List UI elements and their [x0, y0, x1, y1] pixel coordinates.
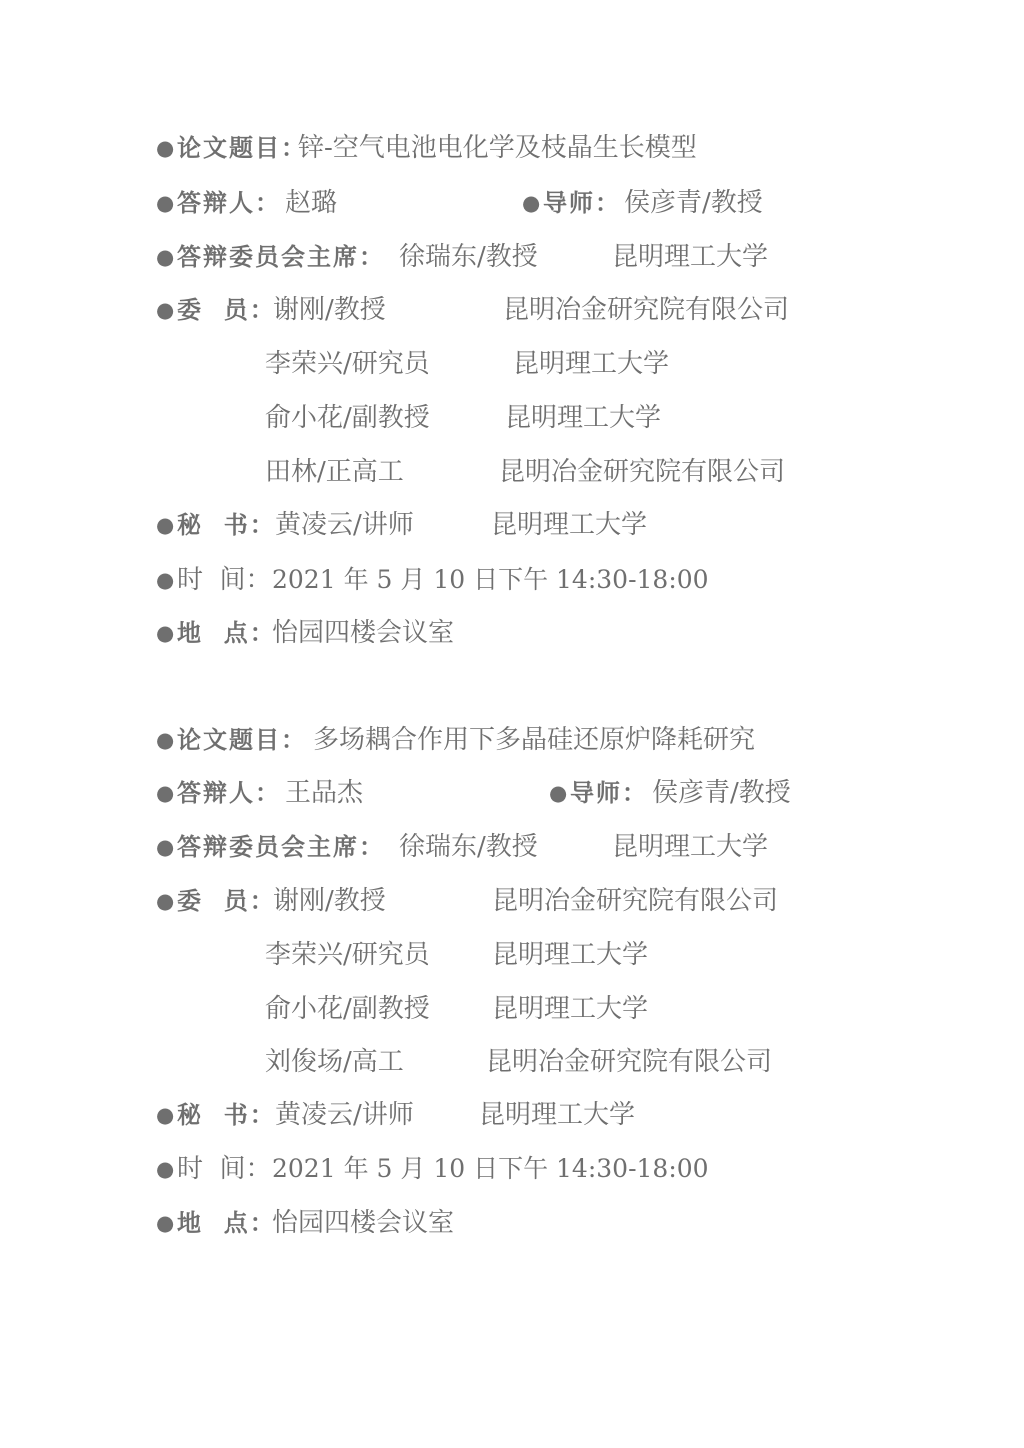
bullet-icon: ● [522, 191, 541, 215]
advisor-name: 侯彦青/教授 [624, 188, 763, 218]
thesis-title: 锌-空气电池电化学及枝晶生长模型 [298, 133, 697, 163]
secretary-name: 黄凌云/讲师 [275, 1100, 414, 1130]
member-name: 谢刚/教授 [273, 886, 386, 916]
bullet-icon: ● [156, 781, 175, 805]
member-org: 昆明理工大学 [492, 940, 649, 970]
label-time: 时 间： [177, 565, 272, 595]
bullet-icon: ● [156, 298, 175, 322]
member-org: 昆明冶金研究院有限公司 [503, 295, 790, 325]
label-members: 委 员： [177, 295, 276, 324]
member-org: 昆明理工大学 [505, 403, 662, 433]
bullet-icon: ● [156, 621, 175, 645]
member-name: 俞小花/副教授 [265, 403, 430, 433]
bullet-icon: ● [156, 568, 175, 592]
label-place: 地 点： [177, 1208, 276, 1237]
bullet-icon: ● [156, 245, 175, 269]
label-place: 地 点： [177, 618, 276, 647]
defense-time: 2021 年 5 月 10 日下午 14:30-18:00 [272, 1154, 709, 1183]
label-chair: 答辩委员会主席： [177, 242, 385, 271]
member-name: 俞小花/副教授 [265, 994, 430, 1024]
defense-place: 怡园四楼会议室 [272, 1208, 455, 1238]
label-advisor: 导师： [543, 188, 621, 217]
defense-time: 2021 年 5 月 10 日下午 14:30-18:00 [272, 565, 709, 594]
bullet-icon: ● [156, 191, 175, 215]
defense-place: 怡园四楼会议室 [272, 618, 455, 648]
bullet-icon: ● [549, 781, 568, 805]
member-org: 昆明理工大学 [492, 994, 649, 1024]
bullet-icon: ● [156, 136, 175, 160]
chair-name: 徐瑞东/教授 [399, 242, 538, 272]
member-org: 昆明冶金研究院有限公司 [486, 1047, 773, 1077]
chair-org: 昆明理工大学 [612, 242, 769, 272]
secretary-org: 昆明理工大学 [479, 1100, 636, 1130]
bullet-icon: ● [156, 889, 175, 913]
thesis-title: 多场耦合作用下多晶硅还原炉降耗研究 [313, 725, 756, 755]
secretary-org: 昆明理工大学 [491, 510, 648, 540]
label-defender: 答辩人： [177, 778, 281, 807]
defender-name: 王品杰 [285, 778, 364, 808]
member-org: 昆明理工大学 [513, 349, 670, 379]
label-secretary: 秘 书： [177, 510, 276, 539]
label-secretary: 秘 书： [177, 1100, 276, 1129]
bullet-icon: ● [156, 835, 175, 859]
bullet-icon: ● [156, 513, 175, 537]
label-thesis-title: 论文题目： [177, 133, 307, 162]
member-name: 李荣兴/研究员 [265, 349, 430, 379]
label-chair: 答辩委员会主席： [177, 832, 385, 861]
label-time: 时 间： [177, 1154, 272, 1184]
member-name: 谢刚/教授 [273, 295, 386, 325]
label-thesis-title: 论文题目： [177, 725, 307, 754]
chair-name: 徐瑞东/教授 [399, 832, 538, 862]
label-members: 委 员： [177, 886, 276, 915]
label-defender: 答辩人： [177, 188, 281, 217]
member-name: 刘俊场/高工 [265, 1047, 404, 1077]
bullet-icon: ● [156, 1211, 175, 1235]
member-name: 田林/正高工 [265, 457, 404, 487]
secretary-name: 黄凌云/讲师 [275, 510, 414, 540]
member-org: 昆明冶金研究院有限公司 [499, 457, 786, 487]
chair-org: 昆明理工大学 [612, 832, 769, 862]
bullet-icon: ● [156, 1157, 175, 1181]
defender-name: 赵璐 [285, 188, 338, 218]
member-org: 昆明冶金研究院有限公司 [492, 886, 779, 916]
advisor-name: 侯彦青/教授 [652, 778, 791, 808]
label-advisor: 导师： [570, 778, 648, 807]
bullet-icon: ● [156, 1103, 175, 1127]
bullet-icon: ● [156, 728, 175, 752]
member-name: 李荣兴/研究员 [265, 940, 430, 970]
